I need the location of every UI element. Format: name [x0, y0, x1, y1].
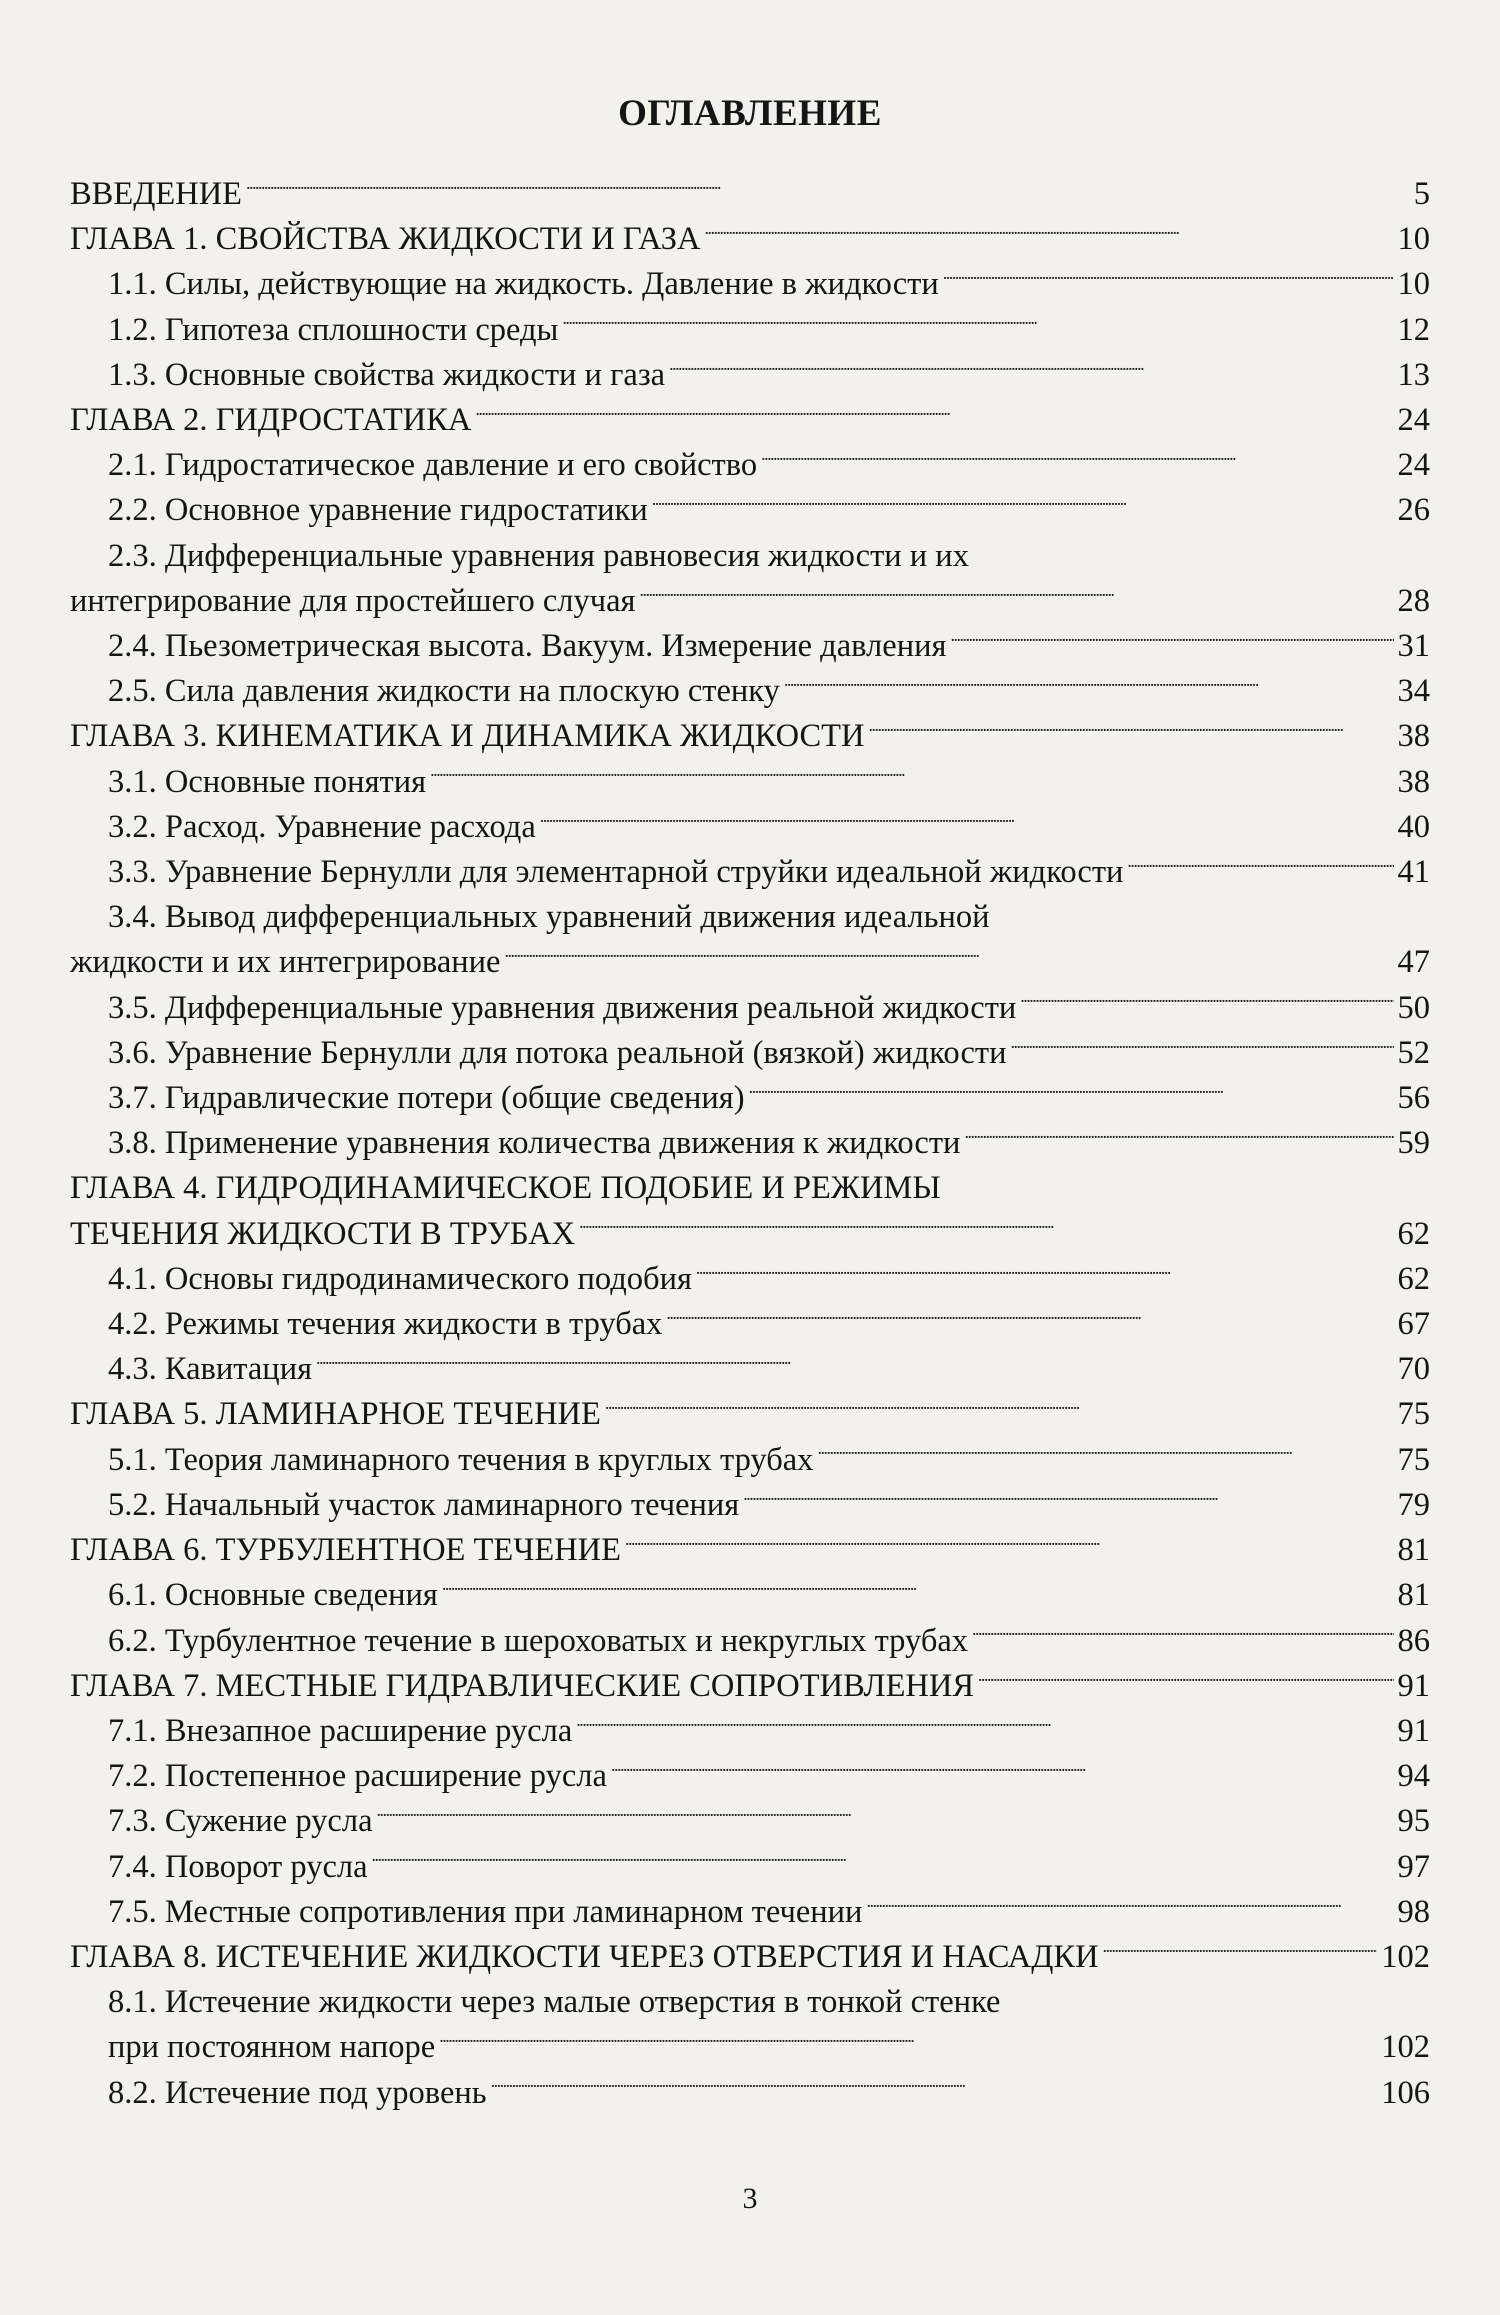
toc-entry-title: 3.2. Расход. Уравнение расхода [108, 808, 536, 845]
dot-leader [491, 2083, 1378, 2103]
toc-entry-text: 3.4. Вывод дифференциальных уравнений движения идеальной [108, 899, 990, 936]
toc-section-entry[interactable] [70, 805, 1430, 850]
toc-entry-title: 7.5. Местные сопротивления при ламинарном течении [108, 1893, 863, 1930]
toc-entry-page: 86 [1397, 1622, 1430, 1659]
toc-entry-title: 4.2. Режимы течения жидкости в трубах [108, 1306, 663, 1343]
toc-entry-page: 67 [1397, 1306, 1430, 1343]
toc-entry-page: 79 [1397, 1486, 1430, 1523]
toc-entry-page: 75 [1397, 1441, 1430, 1478]
dot-leader [705, 229, 1394, 249]
dot-leader [439, 2037, 1377, 2057]
toc-entry-title: 2.1. Гидростатическое давление и его свойство [108, 447, 758, 484]
toc-entry-title: при постоянном напоре [108, 2029, 436, 2066]
toc-chapter-entry[interactable] [70, 217, 1430, 262]
toc-entry-page: 38 [1397, 718, 1430, 755]
toc-section-entry[interactable] [70, 1799, 1430, 1844]
toc-entry-title: 5.2. Начальный участок ламинарного течения [108, 1486, 740, 1523]
toc-section-entry[interactable] [70, 669, 1430, 714]
dot-leader [430, 772, 1393, 792]
toc-entry-page: 97 [1397, 1848, 1430, 1885]
dot-leader [640, 591, 1394, 611]
toc-entry-page: 50 [1397, 989, 1430, 1026]
toc-entry-title: ГЛАВА 1. СВОЙСТВА ЖИДКОСТИ И ГАЗА [70, 221, 701, 258]
toc-entry-page: 31 [1397, 628, 1430, 665]
dot-leader [972, 1631, 1393, 1651]
toc-entry-title: 1.3. Основные свойства жидкости и газа [108, 356, 666, 393]
toc-entry-title: 1.2. Гипотеза сплошности среды [108, 311, 559, 348]
page-title: ОГЛАВЛЕНИЕ [618, 93, 882, 134]
page-number: 3 [742, 2182, 758, 2215]
toc-entry-page: 98 [1397, 1893, 1430, 1930]
toc-entry-title: 4.3. Кавитация [108, 1351, 313, 1388]
toc-entry-page: 81 [1397, 1577, 1430, 1614]
dot-leader [605, 1404, 1394, 1424]
toc-entry-title: 7.1. Внезапное расширение русла [108, 1712, 573, 1749]
toc-section-entry[interactable] [70, 1845, 1430, 1890]
toc-entry-title: 5.1. Теория ламинарного течения в круглых трубах [108, 1441, 814, 1478]
toc-section-entry[interactable] [70, 1121, 1430, 1166]
dot-leader [576, 1721, 1393, 1741]
toc-entry-title: ГЛАВА 8. ИСТЕЧЕНИЕ ЖИДКОСТИ ЧЕРЕЗ ОТВЕРСТИЯ И НАСАДКИ [70, 1938, 1099, 1975]
toc-entry-page: 41 [1397, 854, 1430, 891]
toc-entry-title: 7.3. Сужение русла [108, 1803, 373, 1840]
toc-section-entry[interactable] [70, 760, 1430, 805]
toc-entry-page: 40 [1397, 808, 1430, 845]
toc-entry-page: 5 [1413, 176, 1430, 212]
dot-leader [868, 726, 1393, 746]
toc-section-entry[interactable] [70, 1573, 1430, 1618]
dot-leader [761, 455, 1393, 475]
toc-entry-title: ГЛАВА 5. ЛАМИНАРНОЕ ТЕЧЕНИЕ [70, 1396, 601, 1433]
toc-entry-title: ГЛАВА 7. МЕСТНЫЕ ГИДРАВЛИЧЕСКИЕ СОПРОТИВЛЕНИЯ [70, 1667, 975, 1704]
dot-leader [749, 1088, 1394, 1108]
toc-chapter-entry[interactable] [70, 1528, 1430, 1573]
toc-entry-title: жидкости и их интегрирование [70, 944, 501, 981]
toc-entry-title: 1.1. Силы, действующие на жидкость. Давление в жидкости [108, 266, 939, 303]
toc-entry-page: 13 [1397, 356, 1430, 393]
toc-section-entry[interactable] [70, 1347, 1430, 1392]
dot-leader [1010, 1043, 1393, 1063]
toc-entry-page: 47 [1397, 944, 1430, 981]
toc-section-entry[interactable] [70, 624, 1430, 669]
toc-section-entry[interactable] [70, 940, 1430, 985]
toc-section-entry[interactable] [70, 1438, 1430, 1483]
toc-entry-page: 56 [1397, 1080, 1430, 1117]
toc-entry-page: 59 [1397, 1125, 1430, 1162]
toc-section-entry[interactable] [70, 2025, 1430, 2070]
dot-leader [1103, 1947, 1378, 1967]
toc-section-entry[interactable] [70, 579, 1430, 624]
dot-leader [978, 1676, 1393, 1696]
dot-leader [625, 1540, 1394, 1560]
toc-entry-text: ГЛАВА 4. ГИДРОДИНАМИЧЕСКОЕ ПОДОБИЕ И РЕЖИМЫ [70, 1170, 941, 1207]
toc-entry-page: 10 [1397, 221, 1430, 258]
dot-leader [562, 320, 1393, 340]
toc-entry-title: 3.5. Дифференциальные уравнения движения реальной жидкости [108, 989, 1017, 1026]
toc-section-entry[interactable] [70, 986, 1430, 1031]
toc-section-entry[interactable] [70, 1709, 1430, 1754]
toc-entry-page: 102 [1381, 1938, 1430, 1975]
toc-entry-page: 75 [1397, 1396, 1430, 1433]
dot-leader [579, 1224, 1393, 1244]
toc-entry-page: 70 [1397, 1351, 1430, 1388]
toc-entry-page: 94 [1397, 1758, 1430, 1795]
dot-leader [943, 274, 1394, 294]
toc-chapter-entry[interactable] [70, 1212, 1430, 1257]
dot-leader [372, 1857, 1394, 1877]
dot-leader [652, 500, 1394, 520]
toc-entry-title: 4.1. Основы гидродинамического подобия [108, 1260, 692, 1297]
toc-section-entry[interactable] [70, 1754, 1430, 1799]
toc-entry-page: 91 [1397, 1712, 1430, 1749]
dot-leader [316, 1359, 1393, 1379]
toc-section-entry[interactable] [70, 850, 1430, 895]
dot-leader [246, 184, 1410, 204]
toc-entry-page: 106 [1381, 2074, 1430, 2111]
toc-entry-page: 81 [1397, 1532, 1430, 1569]
toc-entry-page: 24 [1397, 447, 1430, 484]
toc-entry-title: ГЛАВА 3. КИНЕМАТИКА И ДИНАМИКА ЖИДКОСТИ [70, 718, 865, 755]
toc-entry-title: 3.6. Уравнение Бернулли для потока реальной (вязкой) жидкости [108, 1034, 1007, 1071]
toc-entry-page: 12 [1397, 311, 1430, 348]
toc-chapter-entry[interactable] [70, 1935, 1430, 1980]
toc-entry-title: 8.2. Истечение под уровень [108, 2074, 487, 2111]
toc-entry-page: 95 [1397, 1803, 1430, 1840]
toc-entry-text: 8.1. Истечение жидкости через малые отверстия в тонкой стенке [108, 1984, 1001, 2021]
toc-entry-page: 24 [1397, 402, 1430, 439]
toc-section-entry[interactable] [70, 443, 1430, 488]
toc-entry-title: 7.4. Поворот русла [108, 1848, 368, 1885]
toc-entry-title: ГЛАВА 2. ГИДРОСТАТИКА [70, 402, 472, 439]
toc-entry-page: 91 [1397, 1667, 1430, 1704]
dot-leader [666, 1314, 1393, 1334]
toc-entry-page: 10 [1397, 266, 1430, 303]
toc-section-entry[interactable] [70, 1619, 1430, 1664]
toc-section-entry[interactable] [70, 1257, 1430, 1302]
toc-section-entry[interactable] [70, 1076, 1430, 1121]
toc-entry-title: 6.1. Основные сведения [108, 1577, 438, 1614]
dot-leader [784, 681, 1394, 701]
dot-leader [817, 1450, 1393, 1470]
toc-entry-page: 34 [1397, 673, 1430, 710]
toc-chapter-entry[interactable] [70, 714, 1430, 759]
toc-entry-page: 28 [1397, 582, 1430, 619]
toc-section-entry[interactable] [70, 1031, 1430, 1076]
toc-entry-title: 6.2. Турбулентное течение в шероховатых и некруглых трубах [108, 1622, 969, 1659]
dot-leader [377, 1811, 1394, 1831]
toc-entry-page: 62 [1397, 1260, 1430, 1297]
toc-entry-title: ВВЕДЕНИЕ [70, 176, 243, 212]
dot-leader [743, 1495, 1393, 1515]
toc-section-entry[interactable] [70, 1483, 1430, 1528]
toc-entry-title: 3.8. Применение уравнения количества движения к жидкости [108, 1125, 961, 1162]
toc-entry-page: 102 [1381, 2029, 1430, 2066]
toc-section-entry[interactable] [70, 1302, 1430, 1347]
toc-entry-title: 3.3. Уравнение Бернулли для элементарной струйки идеальной жидкости [108, 854, 1124, 891]
toc-page [70, 0, 1430, 2315]
dot-leader [1127, 862, 1393, 882]
toc-section-entry[interactable] [70, 1890, 1430, 1935]
toc-section-entry[interactable] [70, 262, 1430, 307]
toc-entry-title: 3.1. Основные понятия [108, 763, 427, 800]
dot-leader [669, 365, 1393, 385]
toc-entry-page: 38 [1397, 763, 1430, 800]
toc-entry-title: 2.2. Основное уравнение гидростатики [108, 492, 648, 529]
dot-leader [442, 1585, 1394, 1605]
toc-entry-title: ТЕЧЕНИЯ ЖИДКОСТИ В ТРУБАХ [70, 1215, 576, 1252]
dot-leader [1020, 998, 1393, 1018]
toc-entry-text: 2.3. Дифференциальные уравнения равновесия жидкости и их [108, 537, 969, 574]
toc-chapter-entry[interactable] [70, 398, 1430, 443]
toc-entry-page: 26 [1397, 492, 1430, 529]
toc-entry-title: 2.5. Сила давления жидкости на плоскую стенку [108, 673, 780, 710]
toc-chapter-entry[interactable] [70, 1664, 1430, 1709]
dot-leader [696, 1269, 1394, 1289]
dot-leader [950, 636, 1393, 656]
toc-entry-title: 2.4. Пьезометрическая высота. Вакуум. Измерение давления [108, 628, 947, 665]
toc-entry-title: ГЛАВА 6. ТУРБУЛЕНТНОЕ ТЕЧЕНИЕ [70, 1532, 621, 1569]
toc-entry-title: интегрирование для простейшего случая [70, 582, 636, 619]
dot-leader [866, 1902, 1393, 1922]
dot-leader [504, 952, 1393, 972]
dot-leader [611, 1766, 1394, 1786]
toc-section-entry[interactable] [70, 2071, 1430, 2116]
toc-entry-page: 62 [1397, 1215, 1430, 1252]
dot-leader [964, 1133, 1393, 1153]
toc-entry-title: 7.2. Постепенное расширение русла [108, 1758, 607, 1795]
toc-entry-title: 3.7. Гидравлические потери (общие сведения) [108, 1080, 745, 1117]
toc-chapter-entry[interactable] [70, 1392, 1430, 1437]
toc-section-entry[interactable] [70, 308, 1430, 353]
dot-leader [475, 410, 1393, 430]
table-of-contents [70, 172, 1430, 2116]
toc-section-entry[interactable] [70, 488, 1430, 533]
dot-leader [540, 817, 1394, 837]
toc-chapter-entry[interactable] [70, 172, 1430, 217]
toc-section-entry[interactable] [70, 353, 1430, 398]
toc-entry-page: 52 [1397, 1034, 1430, 1071]
